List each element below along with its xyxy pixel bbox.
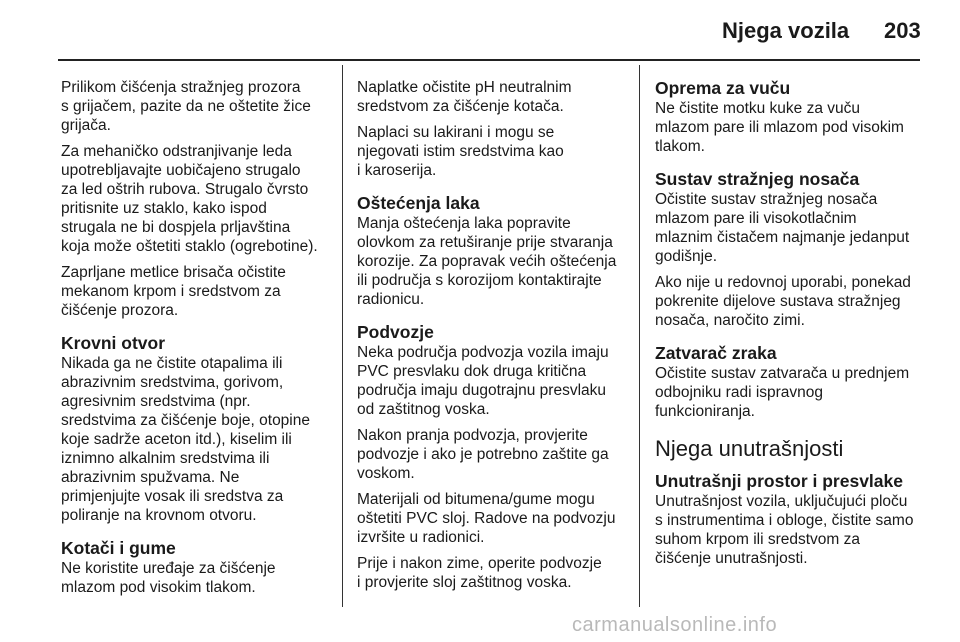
paragraph: Očistite sustav stražnjeg nosača mlazom pare ili visokotlačnim mlaznim čistačem najmanje jedanput godišnje. — [655, 191, 910, 265]
section-heading-roof: Krovni otvor — [61, 333, 166, 353]
paragraph: Unutrašnjost vozila, uključujući ploču s instrumentima i obloge, čistite samo suhom krpom ili sredstvom za čišćenje unutrašnjosti. — [655, 493, 914, 567]
paragraph: Nakon pranja podvozja, provjerite podvozje i ako je potrebno zaštite ga voskom. — [357, 427, 609, 482]
watermark: carmanualsonline.info — [572, 614, 778, 636]
paragraph: Ne čistite motku kuke za vuču mlazom pare ili mlazom pod visokim tlakom. — [655, 100, 904, 155]
paragraph: Ne koristite uređaje za čišćenje mlazom pod visokim tlakom. — [61, 560, 276, 596]
paragraph: Ako nije u redovnoj uporabi, ponekad pokrenite dijelove sustava stražnjeg nosača, naročito zimi. — [655, 274, 911, 329]
paragraph: Neka područja podvozja vozila imaju PVC presvlaku dok druga kritična područja imaju dugotrajnu presvlaku od zaštitnog voska. — [357, 344, 609, 418]
paragraph: Očistite sustav zatvarača u prednjem odbojniku radi ispravnog funkcioniranja. — [655, 365, 910, 420]
paragraph: Prije i nakon zime, operite podvozje i provjerite sloj zaštitnog voska. — [357, 555, 602, 591]
section-heading-paint: Oštećenja laka — [357, 193, 480, 213]
column-divider — [342, 65, 343, 607]
section-heading-interior: Unutrašnji prostor i presvlake — [655, 471, 903, 491]
paragraph: Nikada ga ne čistite otapalima ili abrazivnim sredstvima, gorivom, agresivnim sredstvima (npr. sredstvima za čišćenje boje, otopine koje sadrže aceton itd.), kiselim ili iznimno alkalnim sredstvima ili abrazivnim spužvama. Ne primjenjujte vosak ili sredstva za poliranje na krovnom otvoru. — [61, 355, 310, 524]
paragraph: Materijali od bitumena/gume mogu oštetiti PVC sloj. Radove na podvozju izvršite u radionici. — [357, 491, 616, 546]
column-3 — [655, 78, 927, 575]
column-2 — [357, 78, 627, 599]
paragraph: Naplatke očistite pH neutralnim sredstvom za čišćenje kotača. — [357, 79, 572, 115]
paragraph: Prilikom čišćenja stražnjeg prozora s grijačem, pazite da ne oštetite žice grijača. — [61, 79, 311, 134]
section-heading-towing: Oprema za vuču — [655, 78, 791, 98]
paragraph: Zaprljane metlice brisača očistite mekanom krpom i sredstvom za čišćenje prozora. — [61, 264, 286, 319]
paragraph: Za mehaničko odstranjivanje leda upotrebljavajte uobičajeno strugalo za led oštrih rubova. Strugalo čvrsto pritisnite uz staklo, kako ispod strugala ne bi dospjela prljavština koja može oštetiti staklo (ogrebotine). — [61, 143, 318, 255]
page-title: Njega vozila — [722, 18, 850, 43]
section-heading-underbody: Podvozje — [357, 322, 434, 342]
page-number: 203 — [884, 18, 921, 43]
section-heading-wheels: Kotači i gume — [61, 538, 176, 558]
column-1 — [61, 78, 331, 604]
chapter-heading-interior-care: Njega unutrašnjosti — [655, 436, 844, 461]
paragraph: Manja oštećenja laka popravite olovkom za retuširanje prije stvaranja korozije. Za popravak većih oštećenja ili područja s korozijom kontaktirajte radionicu. — [357, 215, 617, 308]
section-heading-rear-carrier: Sustav stražnjeg nosača — [655, 169, 860, 189]
header-rule — [58, 59, 920, 61]
paragraph: Naplaci su lakirani i mogu se njegovati istim sredstvima kao i karoserija. — [357, 124, 564, 179]
column-divider — [639, 65, 640, 607]
section-heading-air-shutter: Zatvarač zraka — [655, 343, 777, 363]
